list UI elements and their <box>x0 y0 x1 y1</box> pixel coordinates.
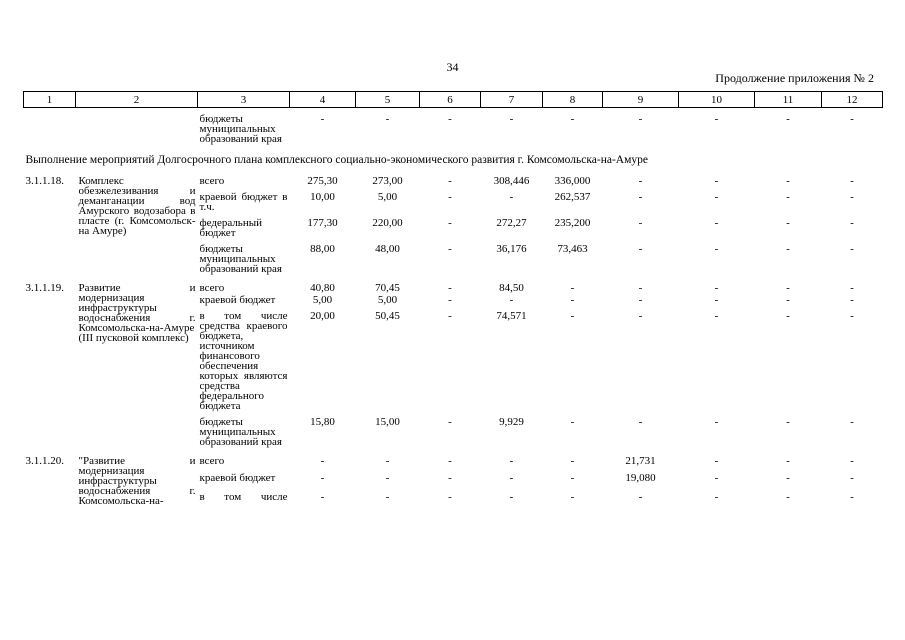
value-cell: - <box>570 310 575 322</box>
source-label: бюджеты муниципальных образований края <box>199 416 282 448</box>
value-cell: - <box>638 175 643 187</box>
value-cell: 74,571 <box>496 310 527 322</box>
value-cell: 9,929 <box>499 416 524 428</box>
source-label: бюджеты муниципальных образований края <box>199 113 282 145</box>
value-cell: - <box>714 217 719 229</box>
value-cell: - <box>850 175 854 187</box>
header-col-2: 2 <box>76 92 198 108</box>
value-cell: 273,00 <box>372 175 403 187</box>
item-code: 3.1.1.18. <box>25 175 64 187</box>
value-cell: - <box>320 490 325 503</box>
header-col-3: 3 <box>198 92 290 108</box>
value-cell: - <box>448 217 452 229</box>
source-label: краевой бюджет в т.ч. <box>199 191 288 213</box>
value-cell: - <box>448 471 452 484</box>
value-cell: - <box>570 455 575 467</box>
section-row <box>24 144 883 174</box>
value-cell: - <box>638 294 643 306</box>
value-cell: - <box>638 113 643 125</box>
table-row <box>24 174 883 186</box>
value-cell: - <box>786 490 790 503</box>
value-cell: - <box>385 455 390 467</box>
value-cell: - <box>509 191 514 203</box>
page-number: 34 <box>446 60 459 74</box>
table-header <box>24 92 883 108</box>
value-cell: 50,45 <box>375 310 400 322</box>
value-cell: 20,00 <box>310 310 335 322</box>
value-cell: 70,45 <box>375 282 400 294</box>
value-cell: - <box>570 294 575 306</box>
value-cell: 308,446 <box>493 175 530 187</box>
source-label: в том числе средства краевого бюджета, источником финансового обеспечения которых являются средства федерального бюджета <box>199 310 288 412</box>
source-label: бюджеты муниципальных образований края <box>199 243 282 275</box>
value-cell: - <box>714 282 719 294</box>
value-cell: 10,00 <box>310 191 335 203</box>
header-col-7: 7 <box>481 92 543 108</box>
header-col-1: 1 <box>24 92 76 108</box>
value-cell: 48,00 <box>375 243 400 255</box>
header-col-11: 11 <box>755 92 822 108</box>
item-name: Комплекс обезжелезивания и деманганации вод Амурского водозабора в пласте (г. Комсомольск-на Амуре) <box>78 175 196 237</box>
value-cell: - <box>638 490 643 503</box>
value-cell: - <box>786 175 790 187</box>
value-cell: - <box>320 455 325 467</box>
value-cell: - <box>786 416 790 428</box>
value-cell: - <box>448 310 452 322</box>
value-cell: - <box>714 455 719 467</box>
continuation-label: Продолжение приложения № 2 <box>715 71 874 85</box>
value-cell: - <box>714 113 719 125</box>
value-cell: - <box>786 113 790 125</box>
value-cell: 88,00 <box>310 243 335 255</box>
appendix-table <box>23 91 883 506</box>
value-cell: - <box>320 113 325 125</box>
item-code: 3.1.1.19. <box>25 282 64 294</box>
source-label: краевой бюджет <box>199 294 276 306</box>
value-cell: - <box>786 455 790 467</box>
value-cell: 19,080 <box>625 471 656 484</box>
header-col-5: 5 <box>356 92 420 108</box>
value-cell: 40,80 <box>310 282 335 294</box>
value-cell: 84,50 <box>499 282 524 294</box>
value-cell: - <box>850 217 854 229</box>
header-col-6: 6 <box>420 92 481 108</box>
code-cell <box>24 108 76 145</box>
value-cell: - <box>786 191 790 203</box>
value-cell: - <box>714 490 719 503</box>
value-cell: 21,731 <box>625 455 656 467</box>
value-cell: - <box>786 310 790 322</box>
source-label: в том числе <box>199 490 288 503</box>
source-label: всего <box>199 175 225 187</box>
header-col-10: 10 <box>679 92 755 108</box>
value-cell: - <box>385 113 390 125</box>
value-cell: - <box>570 416 575 428</box>
value-cell: - <box>570 113 575 125</box>
value-cell: - <box>638 310 643 322</box>
value-cell: - <box>509 471 514 484</box>
value-cell: - <box>714 471 719 484</box>
header-col-8: 8 <box>543 92 603 108</box>
value-cell: - <box>850 243 854 255</box>
value-cell: - <box>714 191 719 203</box>
value-cell: 177,30 <box>307 217 338 229</box>
value-cell: - <box>638 191 643 203</box>
value-cell: - <box>509 455 514 467</box>
value-cell: - <box>786 282 790 294</box>
header-col-4: 4 <box>290 92 356 108</box>
item-name: Развитие и модернизация инфраструктуры водоснабжения г. Комсомольска-на-Амуре (III пусковой комплекс) <box>78 282 196 344</box>
value-cell: - <box>850 310 854 322</box>
table-body <box>24 108 883 507</box>
value-cell: 73,463 <box>557 243 588 255</box>
name-cell <box>76 108 198 145</box>
value-cell: - <box>714 243 719 255</box>
value-cell: - <box>850 416 854 428</box>
value-cell: - <box>448 416 452 428</box>
value-cell: 5,00 <box>312 294 333 306</box>
value-cell: 36,176 <box>496 243 527 255</box>
item-code: 3.1.1.20. <box>25 455 64 467</box>
value-cell: - <box>448 490 452 503</box>
value-cell: - <box>786 217 790 229</box>
value-cell: 275,30 <box>307 175 338 187</box>
table-row <box>24 274 883 293</box>
source-label: краевой бюджет <box>199 471 276 484</box>
value-cell: 5,00 <box>377 294 398 306</box>
value-cell: - <box>714 310 719 322</box>
value-cell: - <box>570 471 575 484</box>
value-cell: - <box>786 471 790 484</box>
header-col-9: 9 <box>603 92 679 108</box>
value-cell: - <box>638 282 643 294</box>
value-cell: 220,00 <box>372 217 403 229</box>
value-cell: - <box>448 113 452 125</box>
value-cell: - <box>850 191 854 203</box>
source-label: федеральный бюджет <box>199 217 262 239</box>
value-cell: - <box>385 490 390 503</box>
value-cell: - <box>385 471 390 484</box>
value-cell: - <box>448 455 452 467</box>
value-cell: 15,80 <box>310 416 335 428</box>
value-cell: 262,537 <box>554 191 591 203</box>
value-cell: - <box>448 294 452 306</box>
value-cell: - <box>448 191 452 203</box>
value-cell: - <box>570 490 575 503</box>
value-cell: - <box>850 455 854 467</box>
value-cell: - <box>638 243 643 255</box>
section-title: Выполнение мероприятий Долгосрочного плана комплексного социально-экономического развития г. Комсомольска-на-Амуре <box>25 154 648 166</box>
item-name: "Развитие и модернизация инфраструктуры водоснабжения г. Комсомольска-на- <box>78 455 196 507</box>
value-cell: - <box>448 282 452 294</box>
value-cell: - <box>714 294 719 306</box>
value-cell: 5,00 <box>377 191 398 203</box>
value-cell: - <box>850 294 854 306</box>
value-cell: - <box>509 294 514 306</box>
value-cell: 235,200 <box>554 217 591 229</box>
value-cell: - <box>714 175 719 187</box>
value-cell: 15,00 <box>375 416 400 428</box>
value-cell: - <box>509 490 514 503</box>
value-cell: - <box>850 471 854 484</box>
value-cell: - <box>850 113 854 125</box>
header-row <box>24 92 883 108</box>
source-label: всего <box>199 455 225 467</box>
header-col-12: 12 <box>822 92 883 108</box>
value-cell: - <box>448 175 452 187</box>
value-cell: - <box>570 282 575 294</box>
value-cell: - <box>850 490 854 503</box>
table-row <box>24 108 883 145</box>
value-cell: - <box>638 416 643 428</box>
value-cell: 272,27 <box>496 217 527 229</box>
value-cell: 336,000 <box>554 175 591 187</box>
value-cell: - <box>850 282 854 294</box>
table-row <box>24 447 883 471</box>
value-cell: - <box>714 416 719 428</box>
value-cell: - <box>320 471 325 484</box>
value-cell: - <box>786 294 790 306</box>
value-cell: - <box>786 243 790 255</box>
value-cell: - <box>509 113 514 125</box>
source-label: всего <box>199 282 225 294</box>
value-cell: - <box>448 243 452 255</box>
value-cell: - <box>638 217 643 229</box>
